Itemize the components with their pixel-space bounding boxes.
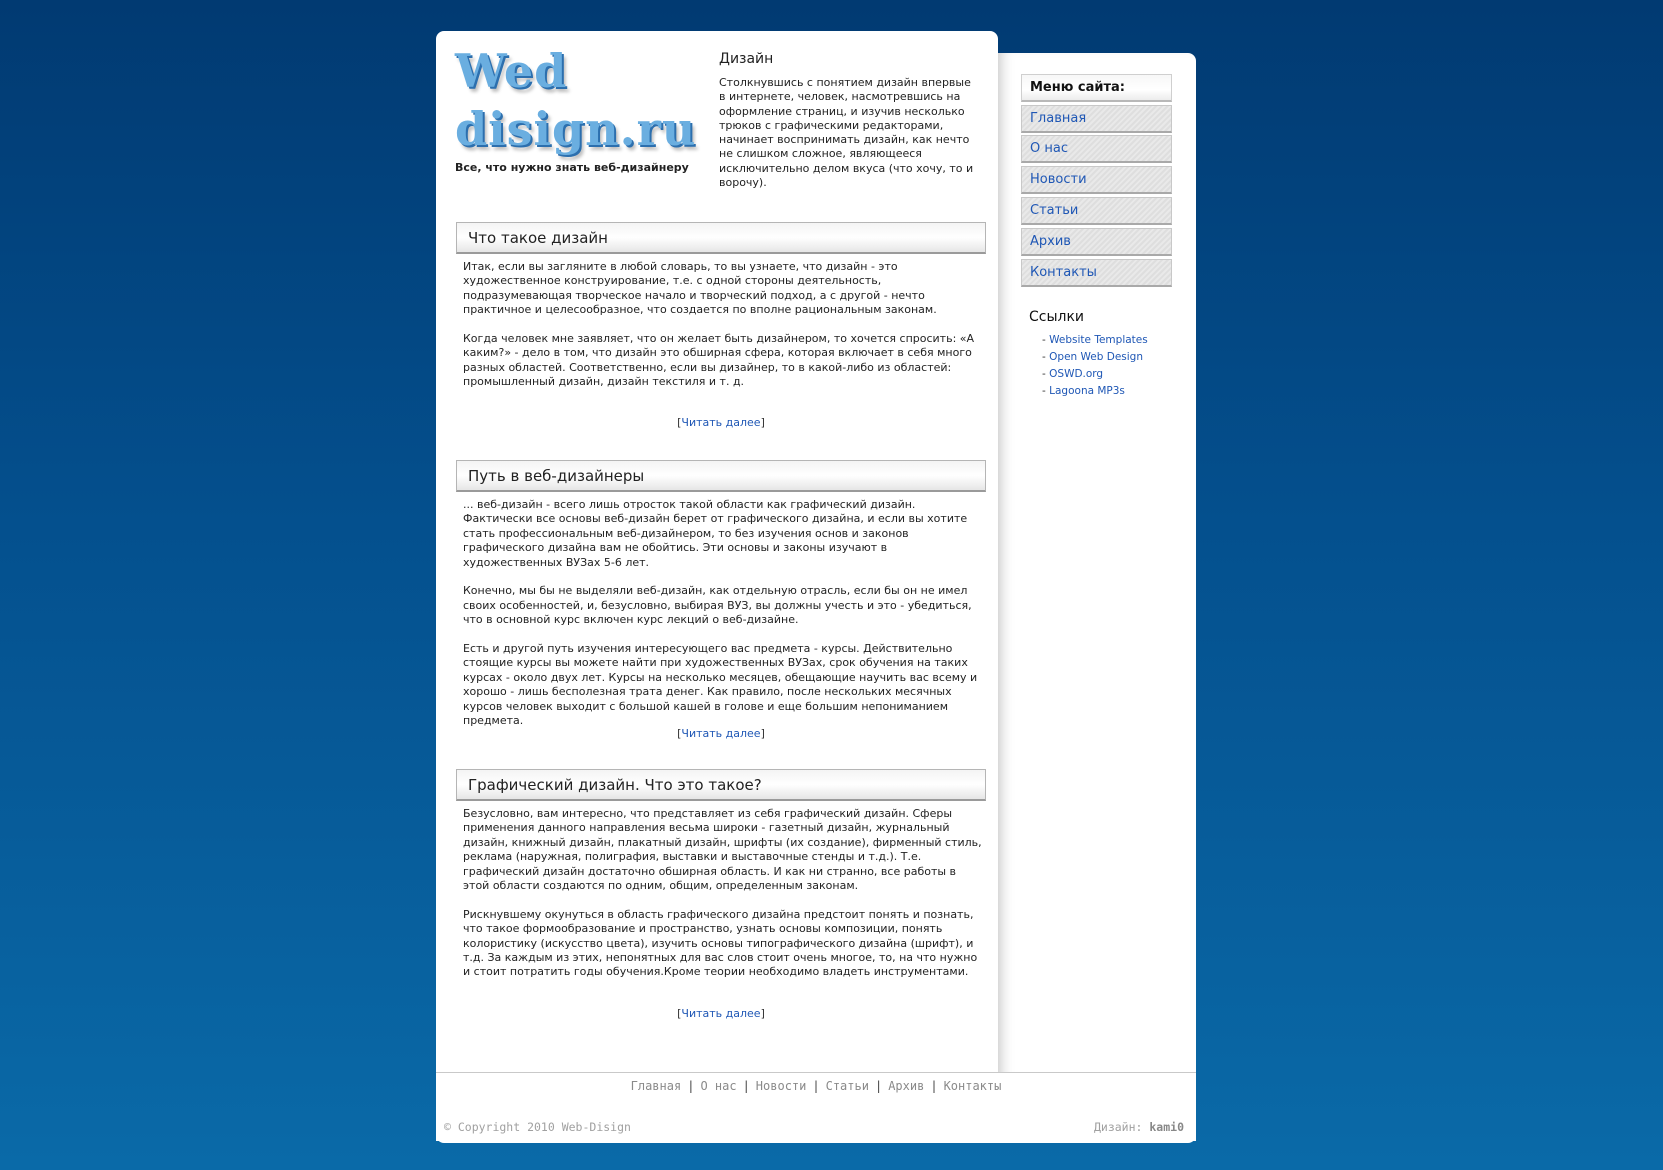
site-logo[interactable] — [455, 42, 695, 158]
footer-link-contacts[interactable]: Контакты — [943, 1079, 1002, 1093]
post-paragraph: Конечно, мы бы не выделяли веб-дизайн, как отдельную отрасль, если бы он не имел своих особенностей, и, безусловно, выбирая ВУЗ, вы должны учесть и это - убедиться, что в основной курс включен курс лекций о веб-дизайне. — [463, 584, 972, 627]
footer-separator: | — [687, 1079, 695, 1093]
logo-line-2: disign.ru — [455, 102, 697, 156]
post-body — [463, 807, 983, 994]
read-more-link[interactable]: Читать далее — [681, 1007, 761, 1020]
footer-link-news[interactable]: Новости — [755, 1079, 807, 1093]
post-body — [463, 498, 983, 743]
intro-title: Дизайн — [719, 51, 774, 67]
menu-item-about[interactable]: О нас — [1021, 135, 1172, 163]
post-title: Графический дизайн. Что это такое? — [456, 769, 986, 801]
footer-nav — [436, 1079, 1196, 1093]
bracket-open: [ — [677, 416, 682, 429]
link-open-web-design[interactable]: Open Web Design — [1049, 351, 1144, 363]
link-list-item — [1042, 385, 1125, 397]
footer-link-articles[interactable]: Статьи — [825, 1079, 869, 1093]
post-paragraph: ... веб-дизайн - всего лишь отросток такой области как графический дизайн. Фактически все основы веб-дизайн берет от графического дизайна, и если вы хотите стать профессиональным веб-дизайнером, то без изучения основ и законов графического дизайна вам не обойтись. Эти основы и законы изучают в художественных ВУЗах 5-6 лет. — [463, 498, 968, 569]
post-title: Путь в веб-дизайнеры — [456, 460, 986, 492]
bracket-open: [ — [677, 727, 682, 740]
footer-separator: | — [742, 1079, 750, 1093]
footer-link-home[interactable]: Главная — [630, 1079, 682, 1093]
site-tagline: Все, что нужно знать веб-дизайнеру — [455, 161, 689, 174]
menu-item-news[interactable]: Новости — [1021, 166, 1172, 194]
footer-separator: | — [812, 1079, 820, 1093]
link-bullet: - — [1042, 351, 1046, 363]
link-list-item — [1042, 368, 1103, 380]
link-list-item — [1042, 351, 1143, 363]
post-body — [463, 260, 983, 404]
footer-link-about[interactable]: О нас — [700, 1079, 737, 1093]
read-more — [456, 416, 986, 429]
link-bullet: - — [1042, 334, 1046, 346]
link-bullet: - — [1042, 368, 1046, 380]
post-paragraph: Когда человек мне заявляет, что он желает быть дизайнером, то хочется спросить: «А каким?» - дело в том, что дизайн это обширная сфера, которая включает в себя много разных областей. Соответственно, если вы дизайнер, то в какой-либо из областей: промышленный дизайн, дизайн текстиля и т. д. — [463, 332, 975, 389]
bracket-close: ] — [760, 1007, 765, 1020]
read-more-link[interactable]: Читать далее — [681, 416, 761, 429]
footer-separator: | — [930, 1079, 938, 1093]
read-more-link[interactable]: Читать далее — [681, 727, 761, 740]
post-paragraph: Рискнувшему окунуться в область графического дизайна предстоит понять и познать, что такое формообразование и пространство, узнать основы композиции, понять колористику (искусство цвета), изучить основы типографического дизайна (шрифт), и т.д. За каждым из этих, непонятных для вас слов стоит очень многое, то, на что нужно и стоит потратить годы обучения.Кроме теории необходимо владеть инструментами. — [463, 907, 978, 979]
post-paragraph: Итак, если вы загляните в любой словарь, то вы узнаете, что дизайн - это художественное конструирование, т.е. с одной стороны деятельность, подразумевающая творческое начало и творческий подход, а с другой - нечто практичное и целесообразное, что создается по вполне рациональным законам. — [463, 260, 937, 317]
menu-item-archive[interactable]: Архив — [1021, 228, 1172, 256]
design-credit — [1094, 1120, 1184, 1134]
post-paragraph: Безусловно, вам интересно, что представляет из себя графический дизайн. Сферы применения данного направления весьма широки - газетный дизайн, журнальный дизайн, книжный дизайн, плакатный дизайн, шрифты (их создание), фирменный стиль, реклама (наружная, полиграфия, выставки и выставочные стенды и т.д.). Т.е. графический дизайн достаточно обширная область. И как ни странно, все работы в этой области создаются по одним, общим, определенным законам. — [463, 807, 982, 893]
link-lagoona[interactable]: Lagoona MP3s — [1049, 385, 1125, 397]
link-list-item — [1042, 334, 1148, 346]
link-website-templates[interactable]: Website Templates — [1049, 334, 1148, 346]
footer-link-archive[interactable]: Архив — [888, 1079, 925, 1093]
menu-item-home[interactable]: Главная — [1021, 105, 1172, 133]
menu-title: Меню сайта: — [1021, 74, 1172, 102]
menu-item-articles[interactable]: Статьи — [1021, 197, 1172, 225]
bracket-close: ] — [760, 727, 765, 740]
credit-name[interactable]: kami0 — [1149, 1120, 1184, 1134]
read-more — [456, 727, 986, 740]
post-paragraph: Есть и другой путь изучения интересующего вас предмета - курсы. Действительно стоящие курсы вы можете найти при художественных ВУЗах, срок обучения на таких курсах - около двух лет. Курсы на несколько месяцев, обещающие научить вас всему и хорошо - лишь бесполезная трата денег. Как правило, после нескольких месячных курсов человек выходит с большой кашей в голове и еще большим непониманием предмета. — [463, 642, 978, 728]
footer-separator: | — [874, 1079, 883, 1093]
credit-label: Дизайн: — [1093, 1120, 1143, 1134]
intro-text: Столкнувшись с понятием дизайн впервые в интернете, человек, насмотревшись на оформление страниц, и изучив несколько трюков с графическими редакторами, начинает воспринимать дизайн, как нечто не слишком сложное, являющееся исключительно делом вкуса (что хочу, то и ворочу). — [719, 76, 974, 190]
bracket-open: [ — [677, 1007, 682, 1020]
read-more — [456, 1007, 986, 1020]
menu-item-contacts[interactable]: Контакты — [1021, 259, 1172, 287]
bracket-close: ] — [760, 416, 765, 429]
logo-line-1: Wed — [455, 44, 568, 98]
link-oswd[interactable]: OSWD.org — [1049, 368, 1104, 380]
copyright: © Copyright 2010 Web-Disign — [444, 1120, 631, 1134]
links-title: Ссылки — [1029, 309, 1085, 325]
post-title: Что такое дизайн — [456, 222, 986, 254]
link-bullet: - — [1042, 385, 1046, 397]
